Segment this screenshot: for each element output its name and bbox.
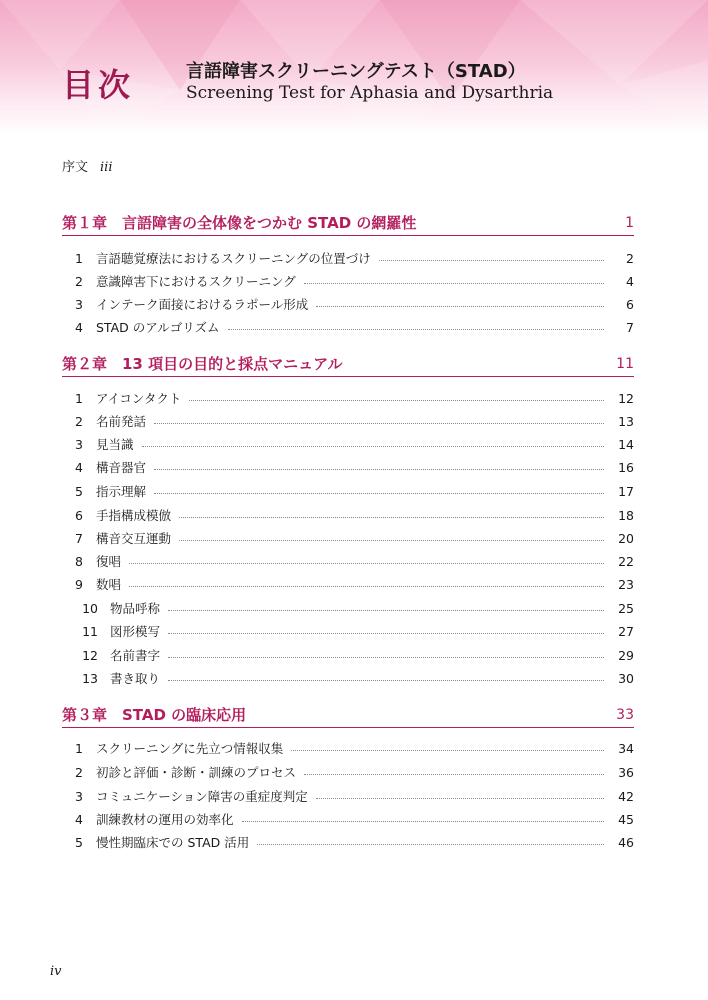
entry-number: 6 bbox=[75, 507, 83, 523]
entry-title: 手指構成模倣 bbox=[96, 508, 172, 523]
entry-title: 数唱 bbox=[96, 577, 122, 592]
entry-page: 45 bbox=[618, 811, 634, 827]
chapter-page: 1 bbox=[625, 214, 634, 231]
toc-entry[interactable] bbox=[62, 248, 634, 268]
chapter-page: 11 bbox=[616, 355, 634, 372]
dot-leader bbox=[291, 750, 604, 751]
entry-number: 4 bbox=[75, 459, 83, 475]
dot-leader bbox=[316, 306, 604, 307]
toc-entry[interactable] bbox=[62, 574, 634, 594]
toc-entry[interactable] bbox=[62, 668, 634, 688]
entry-number: 1 bbox=[75, 740, 83, 756]
entry-number: 4 bbox=[75, 319, 83, 335]
toc-entry[interactable] bbox=[62, 809, 634, 829]
toc-entry[interactable] bbox=[62, 762, 634, 782]
toc-entry[interactable] bbox=[62, 294, 634, 314]
entry-title: 構音交互運動 bbox=[96, 531, 172, 546]
toc-entry[interactable] bbox=[62, 832, 634, 852]
toc-entry[interactable] bbox=[62, 551, 634, 571]
entry-number: 3 bbox=[75, 296, 83, 312]
dot-leader bbox=[228, 329, 605, 330]
entry-page: 6 bbox=[626, 296, 634, 312]
dot-leader bbox=[154, 423, 604, 424]
entry-page: 27 bbox=[618, 623, 634, 639]
entry-title: 物品呼称 bbox=[110, 601, 161, 616]
entry-number: 12 bbox=[82, 647, 98, 663]
entry-number: 2 bbox=[75, 413, 83, 429]
chapter-label: 第２章 13 項目の目的と採点マニュアル bbox=[62, 355, 343, 373]
toc-entry[interactable] bbox=[62, 271, 634, 291]
entry-title: 復唱 bbox=[96, 554, 122, 569]
dot-leader bbox=[168, 610, 604, 611]
toc-entry[interactable] bbox=[62, 434, 634, 454]
entry-page: 22 bbox=[618, 553, 634, 569]
dot-leader bbox=[154, 493, 604, 494]
toc-entry[interactable] bbox=[62, 528, 634, 548]
entry-page: 17 bbox=[618, 483, 634, 499]
entry-title: 意識障害下におけるスクリーニング bbox=[96, 274, 296, 289]
entry-page: 36 bbox=[618, 764, 634, 780]
dot-leader bbox=[129, 563, 604, 564]
chapter-label: 第１章 言語障害の全体像をつかむ STAD の網羅性 bbox=[62, 214, 417, 232]
dot-leader bbox=[379, 260, 604, 261]
footer-page-number: iv bbox=[50, 964, 62, 979]
entry-title: 慢性期臨床での STAD 活用 bbox=[96, 835, 250, 850]
entry-number: 10 bbox=[82, 600, 98, 616]
entry-page: 4 bbox=[626, 273, 634, 289]
dot-leader bbox=[257, 844, 604, 845]
entry-number: 9 bbox=[75, 576, 83, 592]
entry-title: 初診と評価・診断・訓練のプロセス bbox=[96, 765, 297, 780]
dot-leader bbox=[304, 283, 604, 284]
chapter-page: 33 bbox=[616, 706, 634, 723]
dot-leader bbox=[168, 657, 604, 658]
entry-page: 30 bbox=[618, 670, 634, 686]
entry-page: 25 bbox=[618, 600, 634, 616]
entry-title: 名前発話 bbox=[96, 414, 147, 429]
entry-number: 1 bbox=[75, 390, 83, 406]
entry-number: 2 bbox=[75, 764, 83, 780]
dot-leader bbox=[154, 469, 604, 470]
toc-entry[interactable] bbox=[62, 411, 634, 431]
dot-leader bbox=[316, 798, 604, 799]
entry-title: 図形模写 bbox=[110, 624, 161, 639]
dot-leader bbox=[242, 821, 604, 822]
entry-page: 46 bbox=[618, 834, 634, 850]
entry-number: 5 bbox=[75, 834, 83, 850]
entry-number: 4 bbox=[75, 811, 83, 827]
entry-number: 3 bbox=[75, 788, 83, 804]
entry-page: 42 bbox=[618, 788, 634, 804]
toc-entry[interactable] bbox=[62, 645, 634, 665]
entry-page: 18 bbox=[618, 507, 634, 523]
toc-entry[interactable] bbox=[62, 786, 634, 806]
entry-page: 16 bbox=[618, 459, 634, 475]
entry-page: 34 bbox=[618, 740, 634, 756]
dot-leader bbox=[179, 540, 604, 541]
entry-number: 5 bbox=[75, 483, 83, 499]
toc-entry[interactable] bbox=[62, 505, 634, 525]
book-title-ja: 言語障害スクリーニングテスト（STAD） bbox=[186, 61, 526, 82]
entry-title: コミュニケーション障害の重症度判定 bbox=[96, 789, 308, 804]
entry-number: 2 bbox=[75, 273, 83, 289]
chapter-heading[interactable] bbox=[62, 702, 634, 728]
entry-title: 指示理解 bbox=[96, 484, 147, 499]
entry-title: 言語聴覚療法におけるスクリーニングの位置づけ bbox=[96, 251, 371, 266]
toc-entry[interactable] bbox=[62, 598, 634, 618]
entry-page: 13 bbox=[618, 413, 634, 429]
entry-page: 2 bbox=[626, 250, 634, 266]
entry-title: 書き取り bbox=[110, 671, 161, 686]
entry-title: 見当識 bbox=[96, 437, 134, 452]
toc-entry[interactable] bbox=[62, 388, 634, 408]
dot-leader bbox=[168, 633, 604, 634]
dot-leader bbox=[189, 400, 604, 401]
chapter-heading[interactable] bbox=[62, 210, 634, 236]
dot-leader bbox=[142, 446, 604, 447]
preface-page: iii bbox=[100, 160, 113, 175]
entry-number: 1 bbox=[75, 250, 83, 266]
dot-leader bbox=[179, 517, 604, 518]
entry-number: 11 bbox=[82, 623, 98, 639]
book-title-en: Screening Test for Aphasia and Dysarthria bbox=[186, 83, 554, 103]
entry-page: 14 bbox=[618, 436, 634, 452]
entry-page: 23 bbox=[618, 576, 634, 592]
dot-leader bbox=[129, 586, 604, 587]
entry-title: 構音器官 bbox=[96, 460, 147, 475]
preface-entry[interactable] bbox=[62, 156, 113, 175]
toc-title: 目次 bbox=[62, 66, 135, 104]
toc-entry[interactable] bbox=[62, 621, 634, 641]
entry-number: 13 bbox=[82, 670, 98, 686]
dot-leader bbox=[168, 680, 604, 681]
entry-page: 7 bbox=[626, 319, 634, 335]
entry-number: 8 bbox=[75, 553, 83, 569]
toc-entry[interactable] bbox=[62, 317, 634, 337]
entry-page: 20 bbox=[618, 530, 634, 546]
dot-leader bbox=[304, 774, 604, 775]
entry-title: アイコンタクト bbox=[96, 391, 182, 406]
chapter-heading[interactable] bbox=[62, 351, 634, 377]
entry-number: 3 bbox=[75, 436, 83, 452]
entry-title: 訓練教材の運用の効率化 bbox=[96, 812, 234, 827]
entry-page: 12 bbox=[618, 390, 634, 406]
entry-title: スクリーニングに先立つ情報収集 bbox=[96, 741, 284, 756]
entry-number: 7 bbox=[75, 530, 83, 546]
chapter-label: 第３章 STAD の臨床応用 bbox=[62, 706, 247, 724]
entry-title: 名前書字 bbox=[110, 648, 161, 663]
entry-title: STAD のアルゴリズム bbox=[96, 320, 220, 335]
entry-page: 29 bbox=[618, 647, 634, 663]
preface-label: 序文 bbox=[62, 160, 89, 175]
toc-entry[interactable] bbox=[62, 481, 634, 501]
toc-entry[interactable] bbox=[62, 738, 634, 758]
entry-title: インテーク面接におけるラポール形成 bbox=[96, 297, 309, 312]
toc-entry[interactable] bbox=[62, 457, 634, 477]
